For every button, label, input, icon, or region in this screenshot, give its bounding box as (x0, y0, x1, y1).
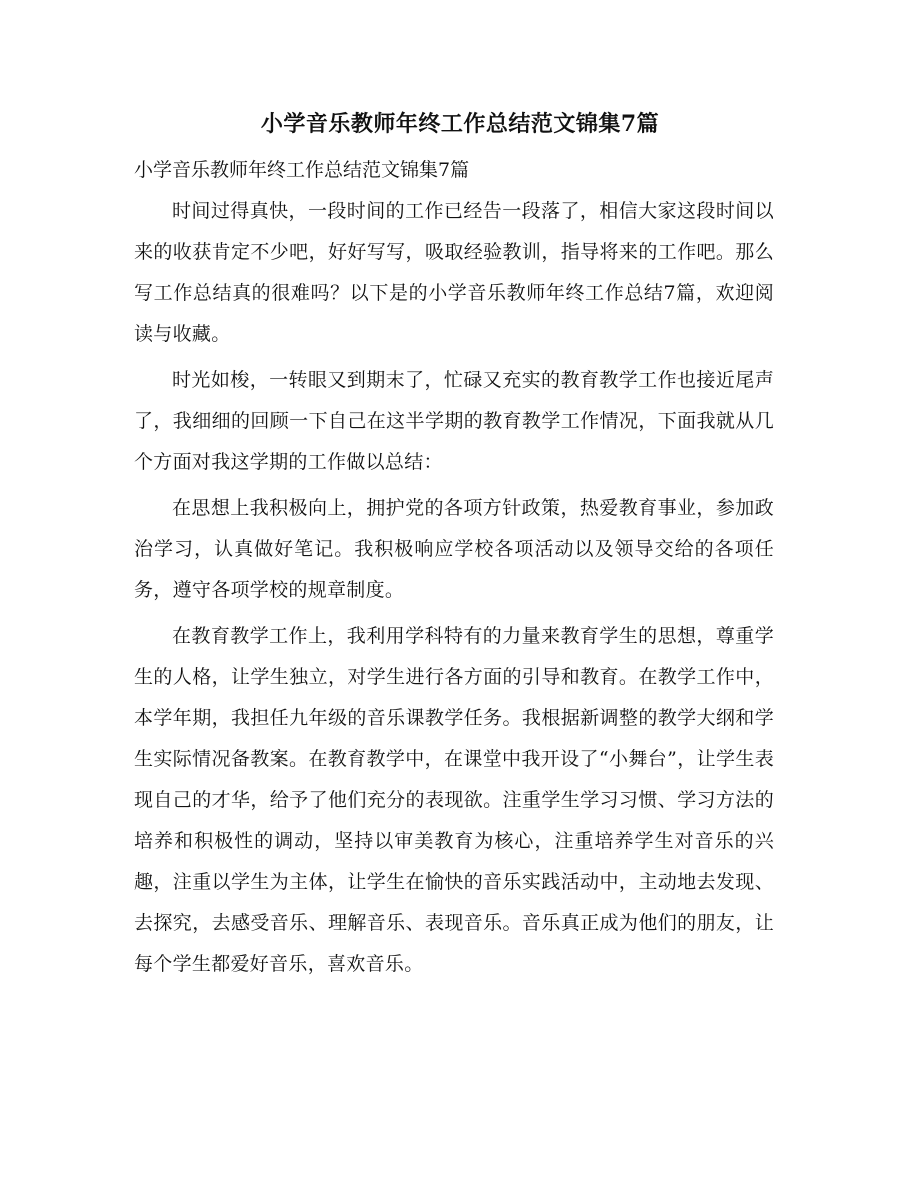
document-title: 小学音乐教师年终工作总结范文锦集7篇 (260, 111, 660, 137)
paragraph-3: 在思想上我积极向上，拥护党的各项方针政策，热爱教育事业，参加政治学习，认真做好笔记。我积极响应学校各项活动以及领导交给的各项任务，遵守各项学校的规章制度。 (134, 497, 774, 601)
paragraph-1: 时间过得真快，一段时间的工作已经告一段落了，相信大家这段时间以来的收获肯定不少吧，好好写写，吸取经验教训，指导将来的工作吧。那么写工作总结真的很难吗？以下是的小学音乐教师年终工作总结7篇，欢迎阅读与收藏。 (134, 200, 774, 345)
document-subtitle: 小学音乐教师年终工作总结范文锦集7篇 (134, 159, 470, 181)
paragraph-2: 时光如梭，一转眼又到期末了，忙碌又充实的教育教学工作也接近尾声了，我细细的回顾一下自己在这半学期的教育教学工作情况，下面我就从几个方面对我这学期的工作做以总结： (134, 369, 774, 473)
document-body (134, 191, 774, 990)
paragraph-4: 在教育教学工作上，我利用学科特有的力量来教育学生的思想，尊重学生的人格，让学生独立，对学生进行各方面的引导和教育。在教学工作中，本学年期，我担任九年级的音乐课教学任务。我根据新调整的教学大纲和学生实际情况备教案。在教育教学中，在课堂中我开设了“小舞台”，让学生表现自己的才华，给予了他们充分的表现欲。注重学生学习习惯、学习方法的培养和积极性的调动，坚持以审美教育为核心，注重培养学生对音乐的兴趣，注重以学生为主体，让学生在愉快的音乐实践活动中，主动地去发现、去探究，去感受音乐、理解音乐、表现音乐。音乐真正成为他们的朋友，让每个学生都爱好音乐，喜欢音乐。 (134, 625, 774, 975)
